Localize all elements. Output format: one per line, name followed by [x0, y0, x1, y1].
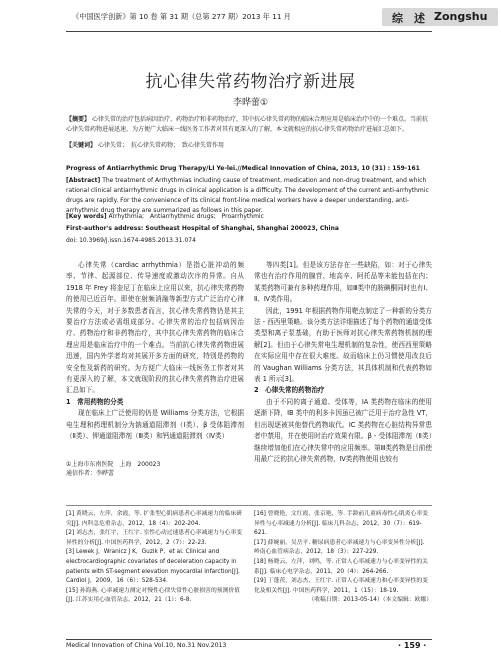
page-number: · 159 ·: [398, 641, 427, 650]
footer-journal: Medical Innovation of China Vol.10, No.31 Nov.2013: [66, 642, 227, 649]
keywords-en: [66, 212, 432, 222]
reference-item: [17] 薛婉丽，吴岳平. 糖尿病患者心率减速力与心率变异性分析[J]. 岭南心血管病杂志，2012，18（3）：227-229.: [254, 539, 425, 556]
reference-item: [18] 杨晓云，左萍，刘鸣，等. 正常人心率减速力与心率变异性的关系[J]. 临床心电学杂志，2011，20（4）：264-266.: [254, 558, 428, 575]
keywords-en-label: [Key words]: [66, 213, 107, 220]
abstract-en-text: The treatment of Arrhythmias including cause of treatment, medication and non-drug treatment, and which rational clinical antiarrhythmic drugs in clinical application is a difficulty. The development of the current anti-arrhythmic drugs are rapidly. For the convenience of its clinical front-line medical workers have a deeper understanding, anti-arrhythmic drug therapy are summarized as follows in this paper.: [66, 177, 429, 214]
right-paragraph-2: 因此，1991 年根据药物作用靶点制定了一种新的分类方法 - 西西里策略。该分类方法详细描述了每个药物的通道受体类型和离子泵基础，有助于医师对抗心律失常药物机制的理解[2]。但由于心律失常电生理机制的复杂性，使西西里策略在实际应用中存在很大难度。故而临床上仍习惯使用改良后的 Vaughan Williams 分类方法，其具体机制和代表药物如表 1 所示[3]。: [254, 306, 433, 384]
reference-item: [3] Lewek J，Wranicz J K，Guzik P，et al. Clinical and electrocardiographic covariates of deceleration capacity in patients with ST-segment elevation myocardial infarction[J]. Cardiol J，2009，16（6）：528-534.: [66, 549, 240, 585]
reference-item: [19] 丁蓬茨，刘志杰，王红宇. 正常人心率减速力和心率变异性的变化及相关性[J]. 中国医药科学，2011，1（15）：18-19.: [254, 578, 428, 594]
article-title: 抗心律失常药物治疗新进展: [145, 72, 356, 92]
article-author: 李晔蕾①: [232, 98, 269, 108]
abstract-en: [66, 176, 432, 216]
abstract-cn: [66, 115, 432, 135]
doi: doi: 10.3969/j.issn.1674-4985.2013.31.074: [66, 237, 196, 244]
running-footer: [0, 639, 501, 651]
section-tag-en: Zongshu: [434, 10, 488, 23]
section-tag: [382, 8, 498, 26]
body-right-column: [254, 260, 432, 465]
reference-item: [16] 曾晓艳，文红霞，张京艳，等. 手龄前儿童病毒性心肌炎心率变异性与心率减速力分析[J]. 临床儿科杂志，2012，30（7）：619-621.: [254, 511, 428, 537]
keywords-cn-label: 【关键词】: [66, 142, 97, 149]
abstract-en-label: [Abstract]: [66, 177, 101, 184]
article-title-en: Progress of Antiarrhythmic Drug Therapy/LI Ye-lei.//Medical Innovation of China, 2013, 10 (31) : 159-161: [66, 165, 420, 172]
section-heading-2: 2 心律失常的药物治疗: [254, 386, 325, 395]
reference-item: [2] 刘志杰，张红宇，王红宇. 室性心动过速患者心率减速力与心率变异性的分析[J]. 中国医药科学，2012，2（7）：22-23.: [66, 530, 243, 546]
references-left: [66, 510, 244, 606]
received-date: （收稿日期：2013-05-14）（本文编辑：欧娜）: [308, 597, 432, 604]
header-rule: [66, 31, 432, 32]
body-left-column: [66, 260, 244, 443]
keywords-cn-text: 心律失常； 抗心律失常药物； 致心律失常作用: [97, 142, 224, 149]
journal-issue-line: 《中国医学创新》第 10 卷 第 31 期（总第 277 期）2013 年 11 月: [72, 12, 291, 21]
references-right: [254, 510, 432, 606]
affiliation-line-1: ①上海市东南医院 上海 200023: [66, 461, 161, 468]
keywords-en-text: Arrhythmia; Antiarrhythmic drugs; Proarrhythmic: [108, 213, 264, 220]
right-paragraph-1: 等四类[1]。但是该方法存在一些缺陷，如：对于心律失常也有治疗作用的腺苷、地高辛、阿托品等未能包括在内；某类药物可兼有多种药理作用，如Ⅲ类中的胺碘酮同时也有Ⅰ、Ⅱ、Ⅳ类作用。: [254, 261, 432, 304]
section-heading-1: 1 常用药物的分类: [66, 397, 124, 406]
abstract-cn-text: 心律失常的治疗包括病因治疗、药物治疗和非药物治疗，其中抗心律失常药物的临床合理应用是临床治疗中的一个难点。当前抗心律失常药物进展迅速，为方便广大临床一线医务工作者对其有更深入的了解，本文就相应的抗心律失常药物治疗进展汇总如下。: [66, 116, 428, 133]
right-paragraph-3: 由于不同的离子通道、受体等，IA 类药物在临床的使用逐渐下降，IB 类中的利多卡因虽已被广泛用于治疗急性 VT，但出现逐被其他替代药物取代。IC 类药物在心脏结构异常患者中禁用，并在使用时治疗效果有限。β - 受体阻滞剂（Ⅱ类）继续增加他们在心律失常中的应用频率。第Ⅲ类药物是目前使用最广泛的抗心律失常药物，Ⅳ类药物使用也较有: [254, 397, 432, 463]
references-rule: [66, 505, 432, 506]
running-header: [0, 6, 501, 30]
abstract-cn-label: 【摘要】: [66, 116, 91, 123]
affiliation-note: [66, 460, 160, 478]
keywords-cn: [66, 141, 432, 151]
footer-rule: [66, 639, 432, 640]
reference-item: [1] 黄晓云，左萍，余霞，等. 扩张型心肌病患者心率减速力的临床研究[J]. 内科急危重杂志，2012，18（4）：202-204.: [66, 511, 243, 527]
affiliation-line-2: 通信作者：李晔蕾: [66, 470, 115, 477]
first-author-address: First-author's address: Southeast Hospital of Shanghai, Shanghai 200023, China: [66, 225, 339, 232]
section-tag-cn: 综 述: [392, 12, 425, 25]
reference-item: [15] 孙海燕. 心率减速力测定对慢性心律失常性心脏损害的预测价值[J]. 江苏实用心血管杂志，2012，21（1）：6-8.: [66, 587, 240, 604]
left-paragraph-2: 现在临床上广泛使用的仍是 Williams 分类方法，它根据电生理和药理机制分为钠通道阻滞剂（Ⅰ类）、β 受体阻滞剂（Ⅱ类）、钾通道阻滞剂（Ⅲ类）和钙通道阻滞剂（Ⅳ类）: [66, 409, 244, 441]
left-paragraph-1: 心律失常（cardiac arrhythmia）是指心脏冲动的频率、节律、起源部位、传导速度或激动次序的异常。自从 1918 年 Frey 将奎尼丁在临床上应用以来，抗心律失常药物的使用已近百年。即使在射频消融等新型方式广泛治疗心律失常的今天，对于多数患者而言，抗心律失常药物仍是其主要治疗方法或必需组成部分。心律失常的治疗包括病因治疗、药物治疗和非药物治疗，其中抗心律失常药物的临床合理应用是临床治疗中的一个难点。当前抗心律失常药物进展迅速，国内外学者均对其展开多方面的研究，特别是药物的安全性及新药的研究。为方便广大临床一线医务工作者对其有更深入的了解，本文就现阶段的抗心律失常药物治疗进展汇总如下。: [66, 261, 244, 395]
